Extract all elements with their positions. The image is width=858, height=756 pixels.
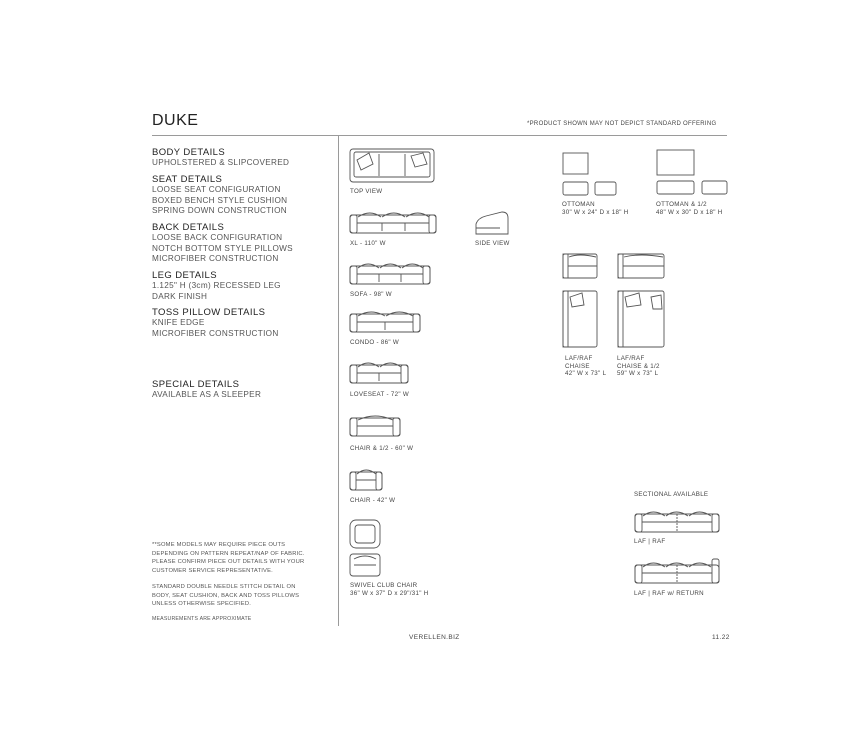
top-view-drawing xyxy=(349,148,435,184)
leg-details-line: DARK FINISH xyxy=(152,291,208,301)
loveseat-drawing xyxy=(349,357,409,385)
swivel-chair-drawing xyxy=(349,519,381,579)
chaise-and-half-dimensions: 59" W x 73" L xyxy=(617,370,659,377)
chaise-name: CHAISE xyxy=(565,362,590,370)
chair-label: CHAIR - 42" W xyxy=(350,497,396,504)
chair-and-half-drawing xyxy=(349,410,401,438)
note-line: PLEASE CONFIRM PIECE OUT DETAILS WITH YOUR xyxy=(152,559,305,565)
body-details xyxy=(152,147,289,169)
sectional-available-label: SECTIONAL AVAILABLE xyxy=(634,491,709,498)
chaise-and-half-drawing xyxy=(617,253,665,349)
ottoman-dimensions: 30" W x 24" D x 18" H xyxy=(562,208,629,216)
swivel-dimensions: 36" W x 37" D x 29"/31" H xyxy=(350,589,429,597)
measurements-note: MEASUREMENTS ARE APPROXIMATE xyxy=(152,616,252,622)
toss-pillow-line: MICROFIBER CONSTRUCTION xyxy=(152,328,279,338)
toss-pillow-heading: TOSS PILLOW DETAILS xyxy=(152,307,266,318)
xl-label: XL - 110" W xyxy=(350,240,386,247)
chair-drawing xyxy=(349,464,383,492)
footer-page-number: 11.22 xyxy=(712,634,730,641)
ottoman-and-half-dimensions: 48" W x 30" D x 18" H xyxy=(656,208,723,216)
chaise-and-half-name: CHAISE & 1/2 xyxy=(617,362,660,370)
condo-label: CONDO - 86" W xyxy=(350,339,400,346)
leg-details xyxy=(152,270,281,302)
sofa-drawing xyxy=(349,258,431,286)
seat-details xyxy=(152,174,287,217)
special-details-heading: SPECIAL DETAILS xyxy=(152,379,240,390)
back-details-line: LOOSE BACK CONFIGURATION xyxy=(152,233,283,242)
ottoman-label xyxy=(562,201,629,216)
disclaimer: *PRODUCT SHOWN MAY NOT DEPICT STANDARD OFFERING xyxy=(527,121,717,127)
chaise-drawing xyxy=(562,253,598,349)
note-line: BODY, SEAT CUSHION, BACK AND TOSS PILLOWS xyxy=(152,592,300,599)
chair-and-half-label: CHAIR & 1/2 - 60" W xyxy=(350,445,414,452)
back-details-heading: BACK DETAILS xyxy=(152,222,225,233)
note-line: DEPENDING ON PATTERN REPEAT/NAP OF FABRIC. xyxy=(152,550,305,557)
seat-details-line: BOXED BENCH STYLE CUSHION xyxy=(152,195,288,205)
toss-pillow-line: KNIFE EDGE xyxy=(152,318,205,327)
seat-details-line: SPRING DOWN CONSTRUCTION xyxy=(152,206,288,215)
seat-details-line: LOOSE SEAT CONFIGURATION xyxy=(152,185,281,194)
chaise-label xyxy=(565,355,606,378)
swivel-label xyxy=(350,582,429,597)
piece-outs-note xyxy=(152,541,332,575)
ottoman-and-half-label xyxy=(656,201,723,216)
chaise-and-half-label xyxy=(617,355,660,378)
ottoman-and-half-drawing xyxy=(656,149,728,197)
loveseat-label: LOVESEAT - 72" W xyxy=(350,391,410,398)
special-details xyxy=(152,379,261,401)
column-divider xyxy=(338,136,339,626)
note-line: **SOME MODELS MAY REQUIRE PIECE OUTS xyxy=(152,542,286,548)
body-details-line: UPHOLSTERED & SLIPCOVERED xyxy=(152,158,290,167)
sofa-label: SOFA - 98" W xyxy=(350,291,392,298)
footer-site[interactable]: VERELLEN.BIZ xyxy=(409,634,460,641)
note-line: CUSTOMER SERVICE REPRESENTATIVE. xyxy=(152,567,273,574)
laf-raf-label: LAF | RAF xyxy=(634,538,666,545)
ottoman-drawing xyxy=(562,152,618,197)
page-title: DUKE xyxy=(152,112,199,129)
toss-pillow-details xyxy=(152,307,279,339)
condo-drawing xyxy=(349,306,421,334)
side-view-drawing xyxy=(474,210,510,236)
side-view-label: SIDE VIEW xyxy=(475,240,510,247)
sectional-return-drawing xyxy=(634,557,720,585)
sectional-laf-raf-drawing xyxy=(634,506,720,534)
chaise-dimensions: 42" W x 73" L xyxy=(565,370,607,377)
back-details-line: NOTCH BOTTOM STYLE PILLOWS xyxy=(152,243,293,253)
laf-raf-return-label: LAF | RAF w/ RETURN xyxy=(634,590,704,597)
stitch-note xyxy=(152,583,332,609)
chaise-side: LAF/RAF xyxy=(565,355,593,362)
ottoman-name: OTTOMAN xyxy=(562,201,595,208)
top-view-label: TOP VIEW xyxy=(350,188,383,195)
leg-details-line: 1.125" H (3cm) RECESSED LEG xyxy=(152,281,281,290)
ottoman-and-half-name: OTTOMAN & 1/2 xyxy=(656,201,707,208)
note-line: STANDARD DOUBLE NEEDLE STITCH DETAIL ON xyxy=(152,584,296,590)
header-divider xyxy=(152,135,727,136)
seat-details-heading: SEAT DETAILS xyxy=(152,174,223,185)
chaise-and-half-side: LAF/RAF xyxy=(617,355,645,362)
xl-sofa-drawing xyxy=(349,207,437,235)
back-details xyxy=(152,222,293,265)
body-details-heading: BODY DETAILS xyxy=(152,147,226,158)
back-details-line: MICROFIBER CONSTRUCTION xyxy=(152,254,279,263)
note-line: UNLESS OTHERWISE SPECIFIED. xyxy=(152,601,252,607)
swivel-name: SWIVEL CLUB CHAIR xyxy=(350,582,418,589)
leg-details-heading: LEG DETAILS xyxy=(152,270,217,281)
special-details-line: AVAILABLE AS A SLEEPER xyxy=(152,390,262,399)
